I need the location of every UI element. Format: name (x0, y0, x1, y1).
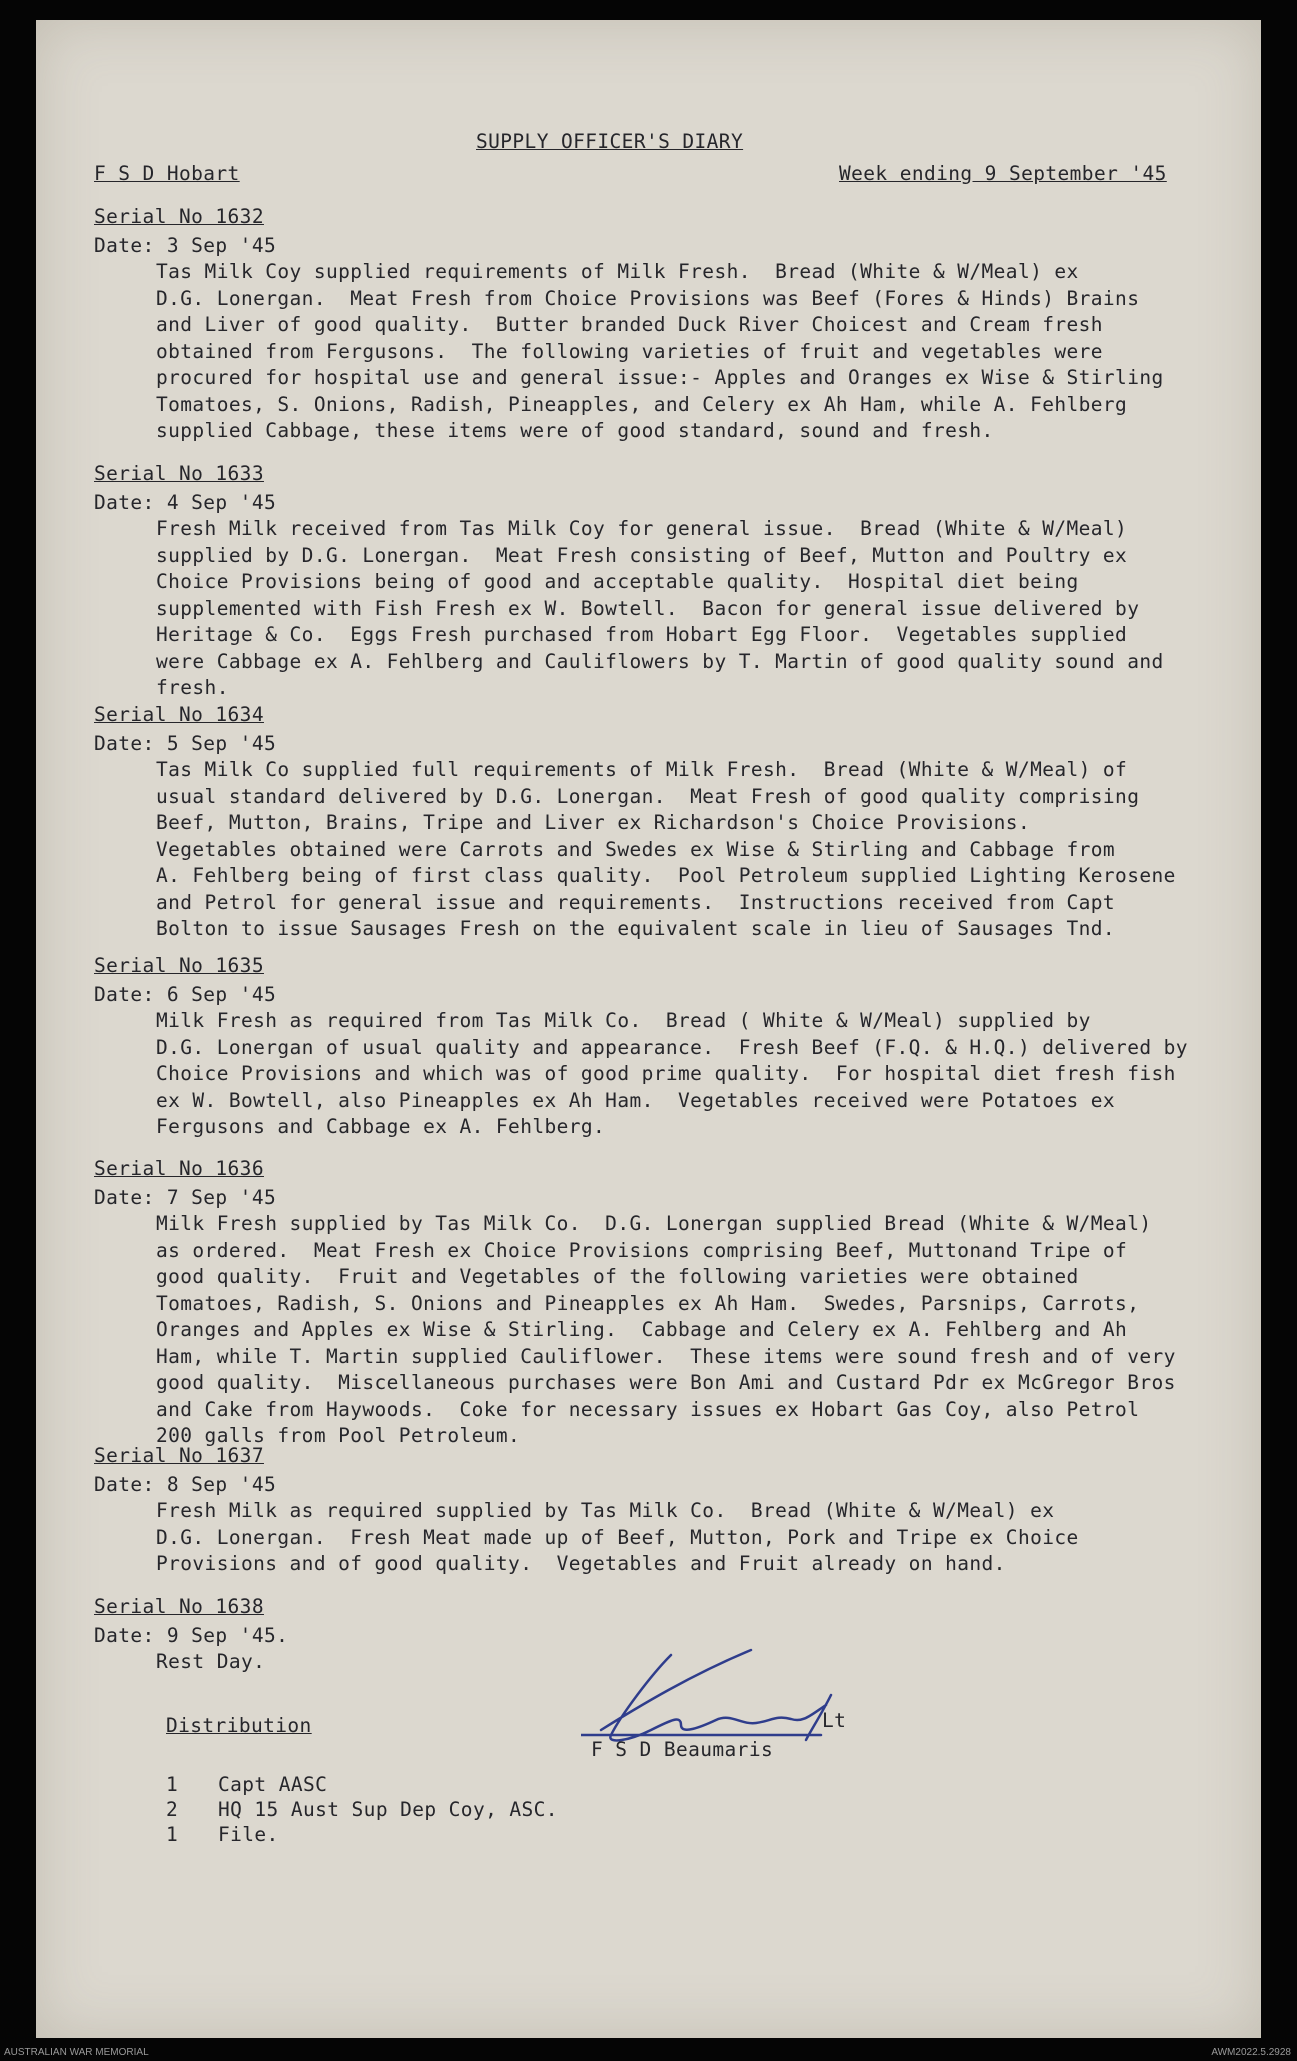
entry-date: Date: 4 Sep '45 (94, 491, 277, 514)
entry-body (156, 516, 1164, 702)
entry-line: Bolton to issue Sausages Fresh on the equivalent scale in lieu of Sausages Tnd. (156, 917, 1116, 940)
entry-date: Date: 3 Sep '45 (94, 234, 277, 257)
entry-line: 200 galls from Pool Petroleum. (156, 1424, 521, 1447)
entry-body (156, 1649, 265, 1676)
entry-line: Milk Fresh as required from Tas Milk Co. Bread ( White & W/Meal) supplied by (156, 1009, 1091, 1032)
entry-body (156, 1008, 1188, 1141)
distribution-count: 2 (166, 1798, 179, 1821)
entry-line: Oranges and Apples ex Wise & Stirling. Cabbage and Celery ex A. Fehlberg and Ah (156, 1318, 1128, 1341)
entry-line: Beef, Mutton, Brains, Tripe and Liver ex Richardson's Choice Provisions. (156, 811, 1031, 834)
unit-name: F S D Hobart (94, 162, 240, 185)
distribution-item (166, 1773, 328, 1796)
entry-line: D.G. Lonergan. Fresh Meat made up of Beef, Mutton, Pork and Tripe ex Choice (156, 1525, 1079, 1549)
entry-line: Provisions and of good quality. Vegetables and Fruit already on hand. (156, 1552, 1006, 1575)
entry-line: and Cake from Haywoods. Coke for necessary issues ex Hobart Gas Coy, also Petrol (156, 1397, 1140, 1421)
distribution-item (166, 1798, 558, 1821)
serial-number: Serial No 1634 (94, 703, 264, 726)
entry-line: as ordered. Meat Fresh ex Choice Provisions comprising Beef, Muttonand Tripe of (156, 1238, 1128, 1262)
entry-line: good quality. Miscellaneous purchases were Bon Ami and Custard Pdr ex McGregor Bros (156, 1371, 1176, 1394)
entry-body (156, 757, 1176, 943)
entry-line: D.G. Lonergan of usual quality and appearance. Fresh Beef (F.Q. & H.Q.) delivered by (156, 1035, 1188, 1059)
signature-rank: Lt (822, 1709, 847, 1732)
entry-line: Choice Provisions being of good and acceptable quality. Hospital diet being (156, 570, 1079, 593)
distribution-recipient: File. (218, 1823, 279, 1846)
entry-line: Fergusons and Cabbage ex A. Fehlberg. (156, 1115, 606, 1138)
serial-number: Serial No 1638 (94, 1595, 264, 1618)
serial-number: Serial No 1635 (94, 954, 264, 977)
footer-left: AUSTRALIAN WAR MEMORIAL (4, 2047, 149, 2058)
distribution-count: 1 (166, 1773, 179, 1796)
footer-right: AWM2022.5.2928 (1211, 2047, 1291, 2058)
entry-line: good quality. Fruit and Vegetables of the following varieties were obtained (156, 1265, 1079, 1288)
entry-line: and Petrol for general issue and requirements. Instructions received from Capt (156, 890, 1116, 914)
entry-line: Ham, while T. Martin supplied Cauliflower. These items were sound fresh and of very (156, 1344, 1176, 1368)
entry-line: Tas Milk Coy supplied requirements of Milk Fresh. Bread (White & W/Meal) ex (156, 260, 1079, 283)
distribution-item (166, 1823, 279, 1846)
distribution-recipient: Capt AASC (218, 1773, 328, 1796)
distribution-count: 1 (166, 1823, 179, 1846)
entry-line: and Liver of good quality. Butter branded Duck River Choicest and Cream fresh (156, 313, 1103, 336)
serial-number: Serial No 1632 (94, 205, 264, 228)
entry-date: Date: 6 Sep '45 (94, 983, 277, 1006)
entry-line: usual standard delivered by D.G. Lonergan. Meat Fresh of good quality comprising (156, 784, 1140, 808)
week-ending: Week ending 9 September '45 (839, 162, 1167, 185)
serial-number: Serial No 1633 (94, 462, 264, 485)
entry-line: Heritage & Co. Eggs Fresh purchased from Hobart Egg Floor. Vegetables supplied (156, 623, 1128, 646)
entry-line: Fresh Milk as required supplied by Tas Milk Co. Bread (White & W/Meal) ex (156, 1499, 1055, 1522)
entry-line: Tomatoes, Radish, S. Onions and Pineapples ex Ah Ham. Swedes, Parsnips, Carrots, (156, 1291, 1140, 1315)
entry-line: Tas Milk Co supplied full requirements of Milk Fresh. Bread (White & W/Meal) of (156, 758, 1128, 781)
document-sheet (36, 20, 1261, 2038)
entry-line: D.G. Lonergan. Meat Fresh from Choice Provisions was Beef (Fores & Hinds) Brains (156, 286, 1140, 310)
entry-line: obtained from Fergusons. The following varieties of fruit and vegetables were (156, 339, 1103, 363)
entry-line: supplemented with Fish Fresh ex W. Bowtell. Bacon for general issue delivered by (156, 596, 1140, 620)
entry-date: Date: 8 Sep '45 (94, 1473, 277, 1496)
distribution-recipient: HQ 15 Aust Sup Dep Coy, ASC. (218, 1798, 558, 1821)
entry-line: procured for hospital use and general issue:- Apples and Oranges ex Wise & Stirling (156, 366, 1164, 389)
entry-date: Date: 7 Sep '45 (94, 1186, 277, 1209)
entry-line: Tomatoes, S. Onions, Radish, Pineapples, and Celery ex Ah Ham, while A. Fehlberg (156, 392, 1128, 416)
entry-date: Date: 9 Sep '45. (94, 1624, 289, 1647)
entry-line: Vegetables obtained were Carrots and Swedes ex Wise & Stirling and Cabbage from (156, 837, 1116, 861)
entry-line: Choice Provisions and which was of good prime quality. For hospital diet fresh fish (156, 1062, 1176, 1085)
entry-body (156, 1211, 1176, 1450)
serial-number: Serial No 1636 (94, 1157, 264, 1180)
entry-body (156, 1498, 1079, 1578)
entry-date: Date: 5 Sep '45 (94, 732, 277, 755)
entry-line: ex W. Bowtell, also Pineapples ex Ah Ham. Vegetables received were Potatoes ex (156, 1088, 1116, 1112)
entry-line: Milk Fresh supplied by Tas Milk Co. D.G. Lonergan supplied Bread (White & W/Meal) (156, 1212, 1152, 1235)
entry-line: Fresh Milk received from Tas Milk Coy for general issue. Bread (White & W/Meal) (156, 517, 1128, 540)
entry-line: fresh. (156, 676, 229, 699)
entry-line: were Cabbage ex A. Fehlberg and Cauliflowers by T. Martin of good quality sound and (156, 649, 1164, 673)
distribution-heading: Distribution (166, 1714, 312, 1737)
entry-line: supplied by D.G. Lonergan. Meat Fresh consisting of Beef, Mutton and Poultry ex (156, 543, 1128, 567)
entry-line: Rest Day. (156, 1650, 266, 1673)
signature-unit: F S D Beaumaris (591, 1738, 774, 1761)
entry-line: supplied Cabbage, these items were of good standard, sound and fresh. (156, 419, 994, 442)
entry-body (156, 259, 1164, 445)
entry-line: A. Fehlberg being of first class quality. Pool Petroleum supplied Lighting Kerosene (156, 864, 1176, 887)
handwritten-signature (581, 1635, 881, 1755)
serial-number: Serial No 1637 (94, 1444, 264, 1467)
page-title: SUPPLY OFFICER'S DIARY (476, 130, 744, 153)
